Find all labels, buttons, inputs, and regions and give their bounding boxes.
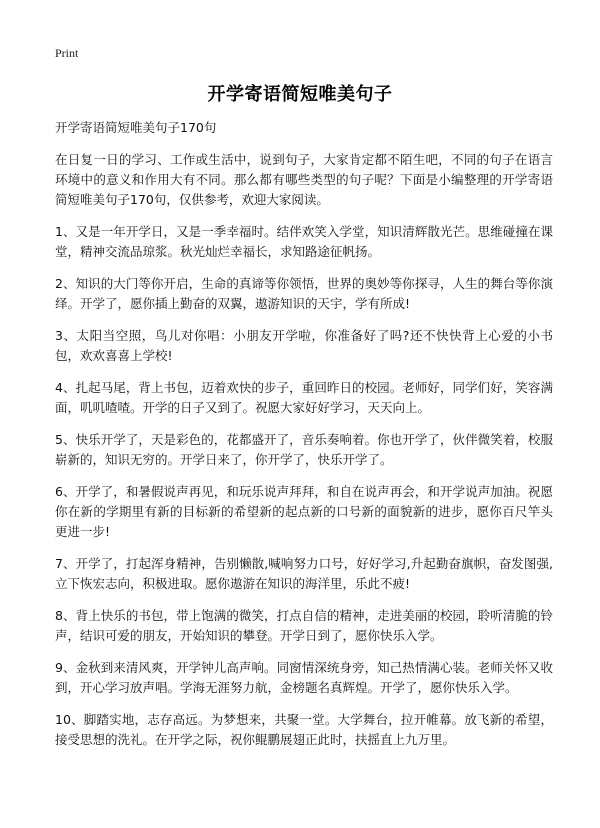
list-item: 1、又是一年开学日，又是一季幸福时。结伴欢笑入学堂，知识清辉散光芒。思维碰撞在课堂，精神交流品琼浆。秋光灿烂幸福长，求知路途征帆扬。: [55, 224, 553, 259]
intro-paragraph: 在日复一日的学习、工作或生活中，说到句子，大家肯定都不陌生吧，不同的句子在语言环境中的意义和作用大有不同。那么都有哪些类型的句子呢？下面是小编整理的开学寄语简短唯美句子170句，仅供参考，欢迎大家阅读。: [55, 152, 553, 207]
list-item: 10、脚踏实地，志存高远。为梦想来，共聚一堂。大学舞台，拉开帷幕。放飞新的希望，接受思想的洗礼。在开学之际，祝你鲲鹏展翅正此时，扶摇直上九万里。: [55, 712, 553, 747]
list-item: 7、开学了，打起浑身精神，告别懒散,喊响努力口号，好好学习,升起勤奋旗帜，奋发图强,立下恢宏志向，积极进取。愿你遨游在知识的海洋里，乐此不疲!: [55, 556, 553, 591]
list-item: 4、扎起马尾，背上书包，迈着欢快的步子，重回昨日的校园。老师好，同学们好，笑容满面，叽叽喳喳。开学的日子又到了。祝愿大家好好学习，天天向上。: [55, 380, 553, 415]
page-title: 开学寄语简短唯美句子: [207, 84, 393, 105]
list-item: 9、金秋到来清风爽，开学钟儿高声响。同窗情深统身旁，知己热情满心装。老师关怀又收到，开心学习放声唱。学海无涯努力航，金榜题名真辉煌。开学了，愿你快乐入学。: [55, 660, 553, 695]
document-body: [55, 118, 553, 762]
print-label: Print: [55, 46, 79, 60]
list-item: 8、背上快乐的书包，带上饱满的微笑，打点自信的精神，走进美丽的校园，聆听清脆的铃声，结识可爱的朋友，开始知识的攀登。开学日到了，愿你快乐入学。: [55, 608, 553, 643]
list-item: 5、快乐开学了，天是彩色的，花都盛开了，音乐奏响着。你也开学了，伙伴微笑着，校服崭新的，知识无穷的。开学日来了，你开学了，快乐开学了。: [55, 432, 553, 467]
document-subtitle: 开学寄语简短唯美句子170句: [55, 120, 217, 135]
list-item: 2、知识的大门等你开启，生命的真谛等你领悟，世界的奥妙等你探寻，人生的舞台等你演绎。开学了，愿你插上勤奋的双翼，遨游知识的天宇，学有所成!: [55, 276, 553, 311]
list-item: 6、开学了，和暑假说声再见，和玩乐说声拜拜，和自在说声再会，和开学说声加油。祝愿你在新的学期里有新的目标新的希望新的起点新的口号新的面貌新的进步，愿你百尺竿头更进一步!: [55, 484, 553, 539]
list-item: 3、太阳当空照，鸟儿对你唱：小朋友开学啦，你准备好了吗?还不快快背上心爱的小书包，欢欢喜喜上学校!: [55, 328, 553, 363]
